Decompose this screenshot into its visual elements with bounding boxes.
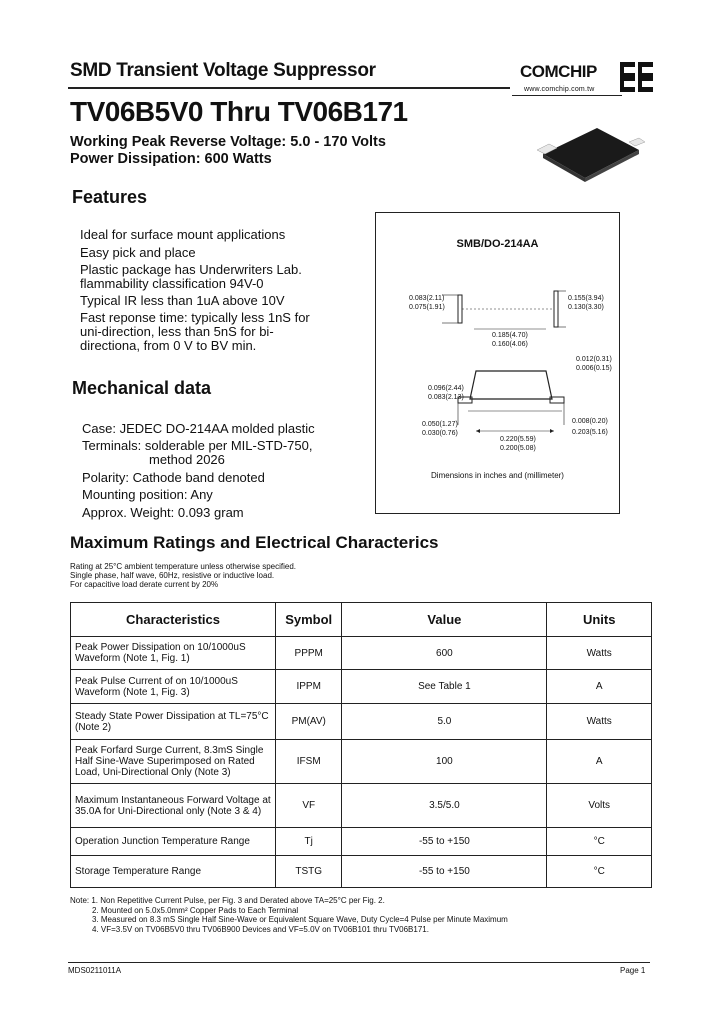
table-row xyxy=(71,828,652,856)
unit-cell: Volts xyxy=(547,784,652,828)
feature-item: Typical IR less than 1uA above 10V xyxy=(80,293,285,308)
component-image xyxy=(535,118,645,182)
unit-cell: Watts xyxy=(547,704,652,740)
dimensions-caption: Dimensions in inches and (millimeter) xyxy=(431,471,564,480)
dim-label: 0.083(2.13) xyxy=(428,394,464,401)
document-id: MDS0211011A xyxy=(68,966,122,975)
dim-label: 0.012(0.31) xyxy=(576,356,612,363)
value-cell: See Table 1 xyxy=(342,670,547,704)
dim-label: 0.220(5.59) xyxy=(500,436,536,443)
feature-item: Easy pick and place xyxy=(80,245,196,260)
symbol-cell: VF xyxy=(276,784,342,828)
dim-label: 0.203(5.16) xyxy=(572,429,608,436)
mechanical-item: Polarity: Cathode band denoted xyxy=(82,470,265,485)
series-title: SMD Transient Voltage Suppressor xyxy=(70,60,376,81)
symbol-cell: Tj xyxy=(276,828,342,856)
header-rule xyxy=(68,87,510,89)
url-rule xyxy=(512,95,622,96)
unit-cell: Watts xyxy=(547,637,652,670)
rating-note: Rating at 25°C ambient temperature unless otherwise specified. xyxy=(70,562,296,571)
package-outline-box xyxy=(375,212,620,514)
symbol-cell: TSTG xyxy=(276,856,342,888)
mechanical-item: Terminals: solderable per MIL-STD-750, xyxy=(82,438,313,453)
rating-note: Single phase, half wave, 60Hz, resistive or inductive load. xyxy=(70,571,275,580)
dim-label: 0.008(0.20) xyxy=(572,418,608,425)
dim-label: 0.200(5.08) xyxy=(500,445,536,452)
symbol-cell: PM(AV) xyxy=(276,704,342,740)
feature-item: Plastic package has Underwriters Lab. flammability classification 94V-0 xyxy=(80,262,302,291)
company-logo xyxy=(520,60,656,104)
dim-label: 0.096(2.44) xyxy=(428,385,464,392)
feature-item: Ideal for surface mount applications xyxy=(80,227,286,242)
dim-label: 0.130(3.30) xyxy=(568,304,604,311)
unit-cell: °C xyxy=(547,828,652,856)
characteristic-cell: Storage Temperature Range xyxy=(71,856,276,888)
symbol-cell: IPPM xyxy=(276,670,342,704)
footnote: 2. Mounted on 5.0x5.0mm² Copper Pads to Each Terminal xyxy=(92,905,299,915)
part-title: TV06B5V0 Thru TV06B171 xyxy=(70,96,408,127)
column-header: Symbol xyxy=(276,603,342,637)
value-cell: -55 to +150 xyxy=(342,856,547,888)
table-row xyxy=(71,670,652,704)
table-header-row xyxy=(71,603,652,637)
value-cell: 600 xyxy=(342,637,547,670)
characteristic-cell: Operation Junction Temperature Range xyxy=(71,828,276,856)
footer-rule xyxy=(68,962,650,963)
mechanical-item: method 2026 xyxy=(149,452,225,467)
dim-label: 0.050(1.27) xyxy=(422,421,458,428)
dim-label: 0.075(1.91) xyxy=(409,304,445,311)
mechanical-item: Approx. Weight: 0.093 gram xyxy=(82,505,244,520)
value-cell: 3.5/5.0 xyxy=(342,784,547,828)
page-number: Page 1 xyxy=(620,966,646,975)
logo-url: www.comchip.com.tw xyxy=(524,86,595,93)
mechanical-heading: Mechanical data xyxy=(72,378,212,398)
characteristic-cell: Steady State Power Dissipation at TL=75°C (Note 2) xyxy=(71,704,276,740)
characteristic-cell: Peak Forfard Surge Current, 8.3mS Single Half Sine-Wave Superimposed on Rated Load, Uni-Directional Only (Note 3) xyxy=(71,740,276,784)
value-cell: -55 to +150 xyxy=(342,828,547,856)
mechanical-item: Case: JEDEC DO-214AA molded plastic xyxy=(82,421,315,436)
table-row xyxy=(71,704,652,740)
package-name: SMB/DO-214AA xyxy=(456,238,539,250)
dim-label: 0.006(0.15) xyxy=(576,365,612,372)
symbol-cell: IFSM xyxy=(276,740,342,784)
mechanical-item: Mounting position: Any xyxy=(82,487,213,502)
unit-cell: A xyxy=(547,670,652,704)
footnotes xyxy=(70,896,508,934)
value-cell: 5.0 xyxy=(342,704,547,740)
logo-text: COMCHIP xyxy=(520,62,597,81)
unit-cell: °C xyxy=(547,856,652,888)
table-row xyxy=(71,637,652,670)
characteristic-cell: Peak Power Dissipation on 10/1000uS Waveform (Note 1, Fig. 1) xyxy=(71,637,276,670)
dim-label: 0.160(4.06) xyxy=(492,341,528,348)
package-drawing xyxy=(376,213,619,513)
column-header: Characteristics xyxy=(71,603,276,637)
ratings-heading: Maximum Ratings and Electrical Characterics xyxy=(70,533,439,552)
column-header: Units xyxy=(547,603,652,637)
power-subtitle: Power Dissipation: 600 Watts xyxy=(70,151,272,167)
column-header: Value xyxy=(342,603,547,637)
features-heading: Features xyxy=(72,187,148,207)
logo-mark-icon xyxy=(620,62,654,94)
footnote: 4. VF=3.5V on TV06B5V0 thru TV06B900 Devices and VF=5.0V on TV06B101 thru TV06B171. xyxy=(92,924,429,934)
table-row xyxy=(71,740,652,784)
feature-item: Fast reponse time: typically less 1nS for uni-direction, less than 5nS for bi-directiona, from 0 V to BV min. xyxy=(80,310,310,353)
dim-label: 0.155(3.94) xyxy=(568,295,604,302)
ratings-table xyxy=(70,602,652,888)
symbol-cell: PPPM xyxy=(276,637,342,670)
table-row xyxy=(71,784,652,828)
table-row xyxy=(71,856,652,888)
rating-note: For capacitive load derate current by 20% xyxy=(70,580,219,589)
dim-label: 0.185(4.70) xyxy=(492,332,528,339)
characteristic-cell: Maximum Instantaneous Forward Voltage at 35.0A for Uni-Directional only (Note 3 & 4) xyxy=(71,784,276,828)
voltage-subtitle: Working Peak Reverse Voltage: 5.0 - 170 Volts xyxy=(70,134,386,150)
dim-label: 0.083(2.11) xyxy=(409,295,445,302)
value-cell: 100 xyxy=(342,740,547,784)
characteristic-cell: Peak Pulse Current of on 10/1000uS Waveform (Note 1, Fig. 3) xyxy=(71,670,276,704)
footnote: 3. Measured on 8.3 mS Single Half Sine-Wave or Equivalent Square Wave, Duty Cycle=4 Pulse per Minute Maximum xyxy=(92,915,508,924)
footnote: Note: 1. Non Repetitive Current Pulse, per Fig. 3 and Derated above TA=25°C per Fig. 2. xyxy=(70,896,385,905)
dim-label: 0.030(0.76) xyxy=(422,430,458,437)
unit-cell: A xyxy=(547,740,652,784)
